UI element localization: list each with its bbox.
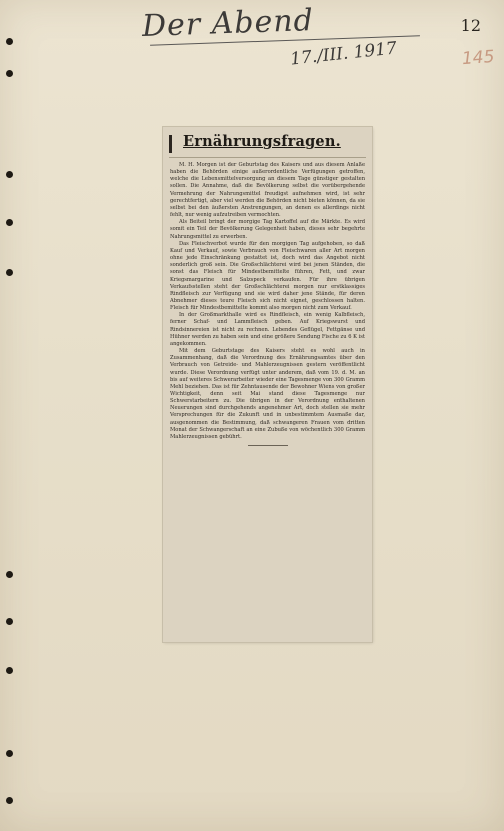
article-paragraph: Mit dem Geburtstage des Kaisers steht es wohl auch in Zusammenhang, daß die Verordnung des Ernährungsamtes über den Verbrauch von Getreide- und Mahlerzeugnissen gestern veröffentlicht wurde. Diese Verordnung verfügt unter anderem, daß vom 19. d. M. an bis auf weiteres Schwerarbeiter wieder eine Tagesmenge von 300 Gramm Mehl beziehen. Das ist für Zehntausende der Bewohner Wiens von großer Wichtigkeit, denn seit Mai stand diese Tagesmenge nur Schwerstarbeitern zu. Die übrigen in der Verordnung enthaltenen Neuerungen sind durchgehends angenehmer Art, doch stellen sie mehr Versprechungen für die Zukunft und in unbestimmtem Ausmaße dar, ausgenommen die Bestimmung, daß schwangeren Frauen vom dritten Monat der Schwangerschaft an eine Zubuße von wöchentlich 300 Gramm Mahlerzeugnissen gebührt. bbox=[170, 348, 365, 440]
article-paragraph: M. H. Morgen ist der Geburtstag des Kaisers und aus diesem Anlaße haben die Behörden einige außerordentliche Verfügungen getroffen, welche die Lebensmittelversorgung an diesem Tage günstiger gestalten sollen. Die Annahme, daß die Bevölkerung selbst die vorübergehende Vermehrung der Nahrungsmittel freudigst aufnehmen wird, ist sehr gerechtfertigt, aber viel werden die Behörden nicht bieten können, da sie selbst bei den äußersten Anstrengungen, an denen es allerdings nicht fehlt, nur wenig aufzutreiben vermochten. bbox=[170, 162, 365, 219]
article-paragraph: Als Beiteil bringt der morgige Tag Kartoffel auf die Märkte. Es wird somit ein Teil der Bevölkerung Gelegenheit haben, dieses sehr begehrte Nahrungsmittel zu erwerben. bbox=[170, 219, 365, 240]
article-end-rule bbox=[248, 445, 288, 446]
page-number: 12 bbox=[460, 16, 481, 35]
binding-hole bbox=[6, 797, 13, 804]
binding-hole bbox=[6, 219, 13, 226]
article-paragraph: In der Großmarkthalle wird es Rindfleisch, ein wenig Kalbfleisch, ferner Schaf- und Lammfleisch geben. Auf Kriegswurst und Rindsinnereien ist nicht zu rechnen. Lebendes Geflügel, Fettgänse und Hühner werden zu haben sein und eine größere Sendung Fische zu 6 K ist angekommen. bbox=[170, 312, 365, 347]
binding-hole bbox=[6, 70, 13, 77]
clipping-header bbox=[169, 131, 366, 158]
pencil-annotation: 145 bbox=[460, 46, 495, 70]
binding-hole bbox=[6, 571, 13, 578]
article-paragraph: Das Fleischverbot wurde für den morgigen Tag aufgehoben, so daß Kauf und Verkauf, sowie Verbrauch von Fleischwaren aller Art morgen ohne jede Einschränkung gestattet ist, doch wird das Angebot nicht sonderlich groß sein. Die Großschlächterei wird bei jenen Ständen, die sonst das Fleisch für Mindestbemittelte führen, Fett, und zwar Kriegsmargarine und Salzspeck verkaufen. Für ihre übrigen Verkaufsstellen steht der Großschlächterei morgen nur erstklassiges Rindfleisch zur Verfügung und sie wird daher jene Stände, für deren Abnehmer dieses teure Fleisch sich nicht eignet, geschlossen halten. Fleisch für Mindestbemittelte kommt also morgen nicht zum Verkauf. bbox=[170, 240, 365, 312]
binding-hole bbox=[6, 750, 13, 757]
binding-hole bbox=[6, 667, 13, 674]
binding-hole bbox=[6, 618, 13, 625]
article-headline: Ernährungsfragen. bbox=[183, 133, 341, 150]
handwritten-date: 17./III. 1917 bbox=[289, 38, 398, 70]
newspaper-clipping bbox=[163, 127, 372, 642]
binding-hole bbox=[6, 38, 13, 45]
handwritten-source: Der Abend bbox=[141, 3, 315, 44]
column-rule bbox=[169, 135, 172, 153]
binding-hole bbox=[6, 269, 13, 276]
article-body bbox=[163, 160, 372, 441]
binding-hole bbox=[6, 171, 13, 178]
